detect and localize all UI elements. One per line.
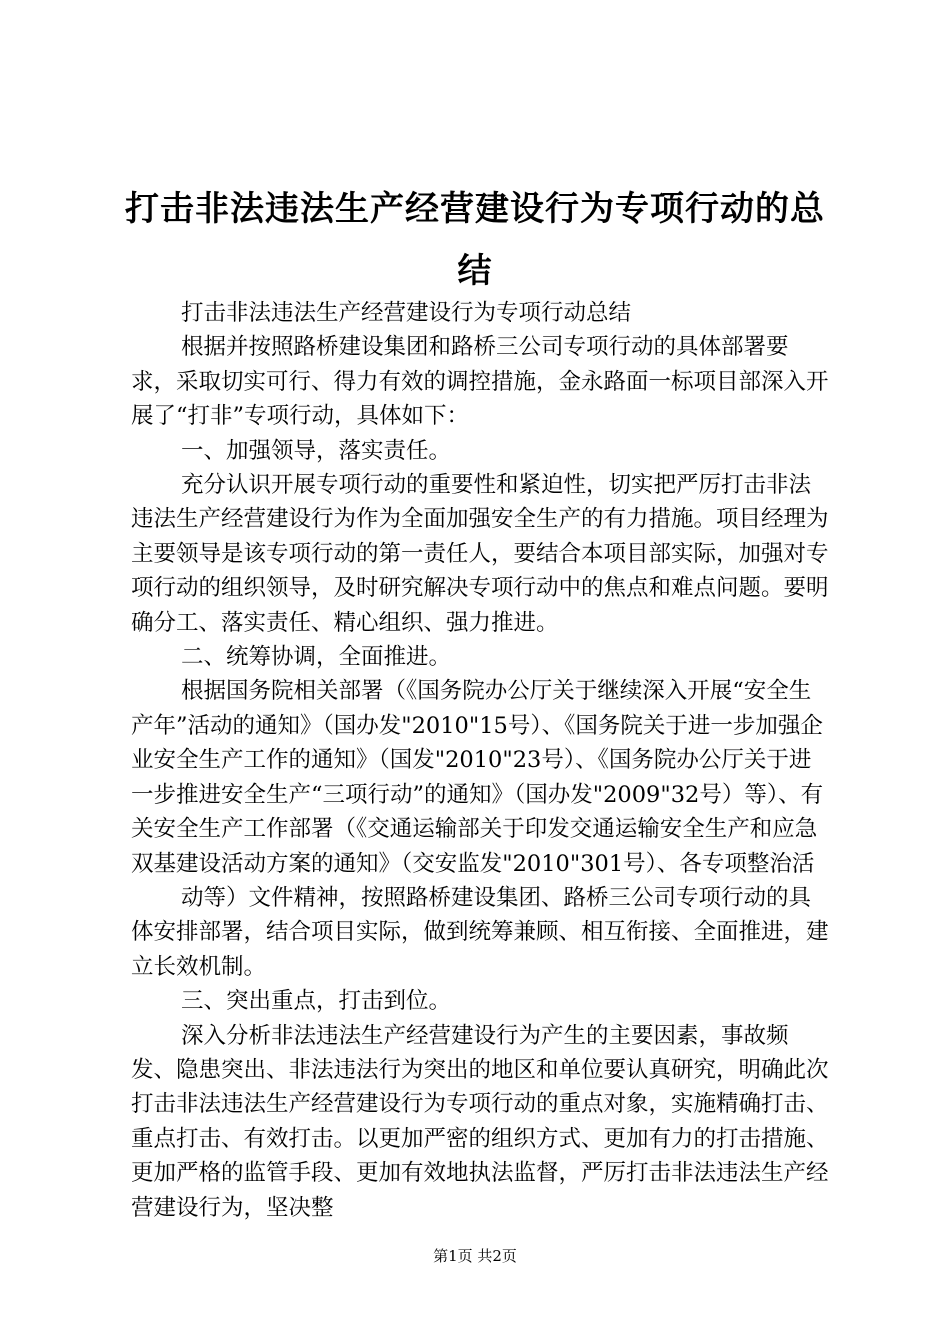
paragraph-section-2a: 根据国务院相关部署（《国务院办公厅关于继续深入开展“安全生产年”活动的通知》（国办发"2010"15号）、《国务院关于进一步加强企业安全生产工作的通知》（国发"2010"23号）、《国务院办公厅关于进一步推进安全生产“三项行动”的通知》（国办发"2009"32号）等）、有关安全生产工作部署（《交通运输部关于印发交通运输安全生产和应急双基建设活动方案的通知》（交安监发"2010"301号）、各专项整治活 [131,678,824,877]
document-body [131,296,831,1225]
page-footer: 第1页 共2页 [433,1247,517,1265]
paragraph-section-2b: 动等）文件精神，按照路桥建设集团、路桥三公司专项行动的具体安排部署，结合项目实际，做到统筹兼顾、相互衔接、全面推进，建立长效机制。 [131,884,829,980]
document-title: 打击非法违法生产经营建设行为专项行动的总结 [125,189,825,291]
section-heading-3: 三、突出重点，打击到位。 [181,988,452,1015]
section-heading-2: 二、统筹协调，全面推进。 [181,644,452,671]
paragraph-intro: 根据并按照路桥建设集团和路桥三公司专项行动的具体部署要求，采取切实可行、得力有效的调控措施，金永路面一标项目部深入开展了“打非”专项行动，具体如下： [131,334,829,430]
paragraph-section-3: 深入分析非法违法生产经营建设行为产生的主要因素，事故频发、隐患突出、非法违法行为突出的地区和单位要认真研究，明确此次打击非法违法生产经营建设行为专项行动的重点对象，实施精确打击、重点打击、有效打击。以更加严密的组织方式、更加有力的打击措施、更加严格的监管手段、更加有效地执法监督，严厉打击非法违法生产经营建设行为，坚决整 [131,1022,829,1221]
section-heading-1: 一、加强领导，落实责任。 [181,437,452,464]
paragraph-section-1: 充分认识开展专项行动的重要性和紧迫性，切实把严厉打击非法违法生产经营建设行为作为全面加强安全生产的有力措施。项目经理为主要领导是该专项行动的第一责任人，要结合本项目部实际，加强对专项行动的组织领导，及时研究解决专项行动中的焦点和难点问题。要明确分工、落实责任、精心组织、强力推进。 [131,472,829,636]
paragraph-subtitle: 打击非法违法生产经营建设行为专项行动总结 [181,300,632,326]
